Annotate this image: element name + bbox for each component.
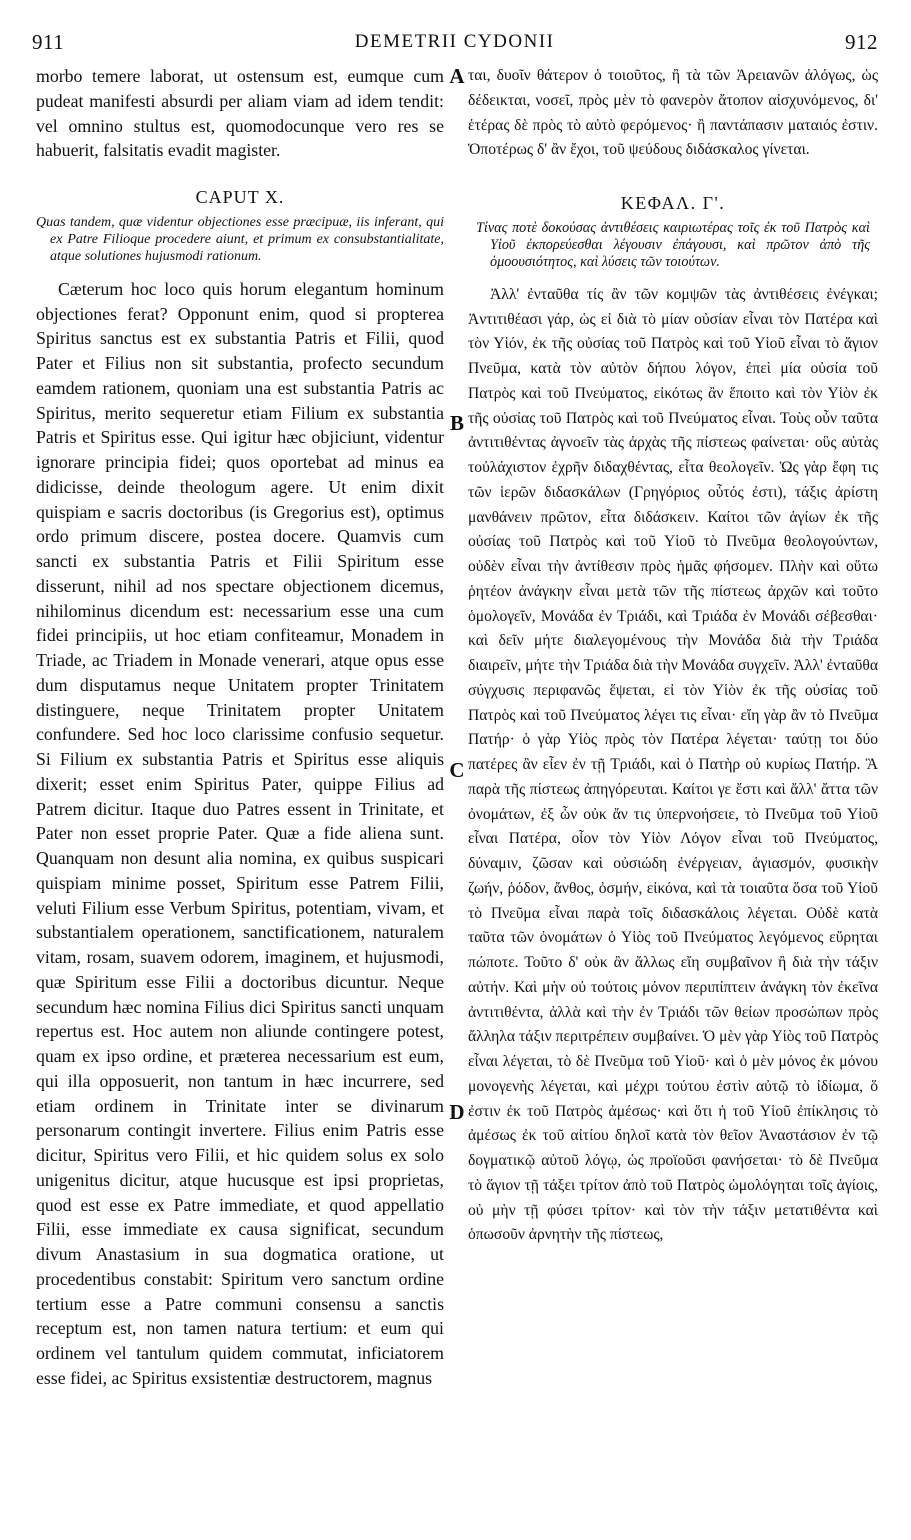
running-header	[32, 28, 878, 56]
latin-body-paragraph: Cæterum hoc loco quis horum elegantum hominum objectiones ferat? Opponunt enim, quod si propterea Spiritus sanctus est ex substantia Patris et Filii, quod Pater et Filius non sit substantia, profecto secundum eamdem rationem, quoniam una est substantia Patris ac Spiritus, merito sequeretur etiam Filium ex substantia Patris et Spiritus esse. Qui igitur hæc objiciunt, videntur ignorare principia fidei; quos oportebat ad minus ea didicisse, deinde theologum agere. Ut enim dixit quispiam e sacris doctoribus (is Gregorius est), optimus ordo primum discere, postea docere. Quamvis cum sancti ex substantia Patris et Filii Spiritum esse disserunt, nihil ad nos spectare objectionem dicemus, nihilominus dicendum est: necessarium esse una cum fidei principiis, ut hoc etiam confiteamur, Monadem in Triade, ac Triadem in Monade venerari, atque opus esse dum disputamus neque Unitatem propter Trinitatem distinguere, neque Trinitatem propter Unitatem confundere. Sed hoc loco clarissime confusio sequetur. Si Filium ex substantia Patris et Spiritus esse aliquis dixerit; esset enim Spiritus Pater, quippe Filius ad Patrem dicitur. Itaque duo Patres essent in Trinitate, et Pater non esset proprie Pater. Quæ a fide aliena sunt. Quanquam non desunt alia nomina, ex quibus suspicari quispiam minime posset, Spiritum esse Patrem Filii, veluti Filium esse Verbum Spiritus, potentiam, vivam, et substantialem operationem, sanctificationem, naturalem vitam, rosam, suavem odorem, imaginem, et hujusmodi, quæ Spiritum esse Filii a doctoribus dicuntur. Neque secundum hæc nomina Filius dici Spiritus sancti unquam repertus est. Hoc autem non aliunde contingere potest, quam ex ipso ordine, et præterea necessarium est eum, qui illa opposuerit, non tantum in hæc incurrere, sed etiam ordinem in Trinitate inter se divinarum personarum contingit invertere. Filius enim Patris esse dicitur, Spiritus vero Filii, et hic quidem solus ex solo unigenitus dicitur, atque hucusque est ipsi proprietas, quod est esse ex Patre immediate, et quod appellatio Filii, esse immediate ex causa significat, secundum divum Anastasium in sua dogmatica oratione, ut procedentibus constabit: Spiritum vero sanctum ordine tertium esse a Patre communi consensu a sanctis receptum est, non tamen natura tertium: et eum qui ordinem vel tantulum quidem commutat, inficiatorem esse fidei, ac Spiritus exsistentiæ destructorem, magnus	[36, 278, 444, 1388]
latin-chapter-heading: CAPUT X.	[195, 187, 285, 207]
greek-chapter-heading: ΚΕΦΑΛ. Γ'.	[620, 193, 726, 213]
greek-intro-paragraph: ται, δυοῖν θάτερον ὁ τοιοῦτος, ἢ τὰ τῶν Ἀρειανῶν ἀλόγως, ὡς δέδεικται, νοσεῖ, πρὸς μὲν τὸ φανερὸν ἄτοπον αἰσχυνόμενος, δι' ἑτέρας δὲ πρὸς τὸ αὐτὸ φερόμενος· ἢ παντάπασιν ματαιός ἐστιν. Ὁποτέρως δ' ἂν ἔχοι, τοῦ ψεύδους διδάσκαλος γίνεται.	[468, 67, 878, 159]
margin-marker-d: D	[449, 1100, 465, 1124]
running-title: DEMETRII CYDONII	[354, 31, 555, 52]
page-number-right: 912	[845, 29, 878, 54]
margin-marker-b: B	[449, 411, 464, 435]
greek-column	[468, 64, 878, 1524]
greek-body-paragraph: Ἀλλ' ἐνταῦθα τίς ἂν τῶν κομψῶν τὰς ἀντιθέσεις ἐνέγκαι; Ἀντιτιθέασι γάρ, ὡς εἰ διὰ τὸ μίαν οὐσίαν εἶναι τὸν Πατέρα καὶ τὸν Υἱόν, ἐκ τῆς οὐσίας τοῦ Πατρὸς καὶ τοῦ Υἱοῦ εἶναι τὸ ἅγιον Πνεῦμα, κατὰ τὸν αὐτὸν δήπου λόγον, ἐπεὶ μία οὐσία τοῦ Πατρὸς καὶ τοῦ Πνεύματος, εἰκότως ἂν ἕποιτο καὶ τὸν Υἱὸν ἐκ τῆς οὐσίας τοῦ Πατρὸς καὶ τοῦ Πνεύματος εἶναι. Τοὺς οὖν ταῦτα ἀντιτιθέντας ἀγνοεῖν τὰς ἀρχὰς τῆς πίστεως φαίνεται· οὓς αὐτὰς τοὐλάχιστον ἐχρῆν διδαχθέντας, εἶτα θεολογεῖν. Ὡς γὰρ ἔφη τις τῶν ἱερῶν διδασκάλων (Γρηγόριος οὗτός ἐστι), τάξις ἀρίστη μανθάνειν πρῶτον, εἶτα διδάσκειν. Καίτοι τῶν ἁγίων ἐκ τῆς οὐσίας τοῦ Πατρὸς καὶ τοῦ Υἱοῦ τὸ Πνεῦμα θεολογούντων, οὐδὲν εἶναι τὴν ἀντίθεσιν πρὸς ἡμᾶς φήσομεν. Πλὴν καὶ οὕτω ῥητέον ἀνάγκην εἶναι μετὰ τῶν τῆς πίστεως ἀρχῶν καὶ τοῦτο ὁμολογεῖν, Μονάδα ἐν Τριάδι, καὶ Τριάδα ἐν Μονάδι σέβεσθαι· καὶ δεῖν μήτε διαλεγομένους τὴν Μονάδα διὰ τὴν Τριάδα διαιρεῖν, μήτε τὴν Τριάδα διὰ τὴν Μονάδα συγχεῖν. Ἀλλ' ἐνταῦθα σύγχυσις περιφανῶς ἕψεται, εἰ τὸν Υἱὸν ἐκ τῆς οὐσίας τοῦ Πατρὸς καὶ τοῦ Πνεύματος λέγει τις εἶναι· εἴη γὰρ ἂν τὸ Πνεῦμα Πατήρ· ὁ γὰρ Υἱὸς πρὸς τὸν Πατέρα λέγεται· ταύτῃ τοι δύο πατέρες ἂν εἶεν ἐν τῇ Τριάδι, καὶ ὁ Πατὴρ οὐ κυρίως Πατήρ. Ἃ παρὰ τῆς πίστεως ἀπηγόρευται. Καίτοι γε ἔστι καὶ ἄλλ' ἄττα τῶν ὀνομάτων, ἐξ ὧν οὐκ ἄν τις ὑπερνοήσειε, τὸ Πνεῦμα τοῦ Υἱοῦ εἶναι Πατέρα, οἷον τὸν Υἱὸν Λόγον εἶναι τοῦ Πνεύματος, δύναμιν, ζῶσαν καὶ οὐσιώδη ἐνέργειαν, ἁγιασμόν, φυσικὴν ζωήν, ῥόδον, ἄνθος, ὀσμήν, εἰκόνα, καὶ τὰ τοιαῦτα ὅσα τοῦ Υἱοῦ τὸ Πνεῦμα εἶναι παρὰ τοῖς διδασκάλοις λέγεται. Οὐδὲ κατὰ ταῦτα τῶν ὀνομάτων ὁ Υἱὸς τοῦ Πνεύματος λεγόμενος εὕρηται πώποτε. Τοῦτο δ' οὐκ ἂν ἄλλως εἴη συμβαῖνον ἢ διὰ τὴν τάξιν αὐτήν. Καὶ μὴν οὐ τούτοις μόνον περιπίπτειν ἀνάγκη τὸν ἐκεῖνα ἀντιτιθέντα, ἀλλὰ καὶ τὴν ἐν Τριάδι τῶν θείων προσώπων πρὸς ἄλληλα τάξιν περιτρέπειν συμβαίνει. Ὁ μὲν γὰρ Υἱὸς τοῦ Πατρὸς εἶναι λέγεται, τὸ δὲ Πνεῦμα τοῦ Υἱοῦ· καὶ ὁ μὲν μόνος ἐκ μόνου μονογενὴς λέγεται, καὶ μέχρι τούτου ἐστὶν αὐτῷ τὸ ἰδίωμα, ὅ ἐστιν ἐκ τοῦ Πατρὸς ἀμέσως· καὶ ὅτι ἡ τοῦ Υἱοῦ ἐπίκλησις τὸ ἀμέσως ἐκ τοῦ αἰτίου δηλοῖ κατὰ τὸν θεῖον Ἀναστάσιον ἐν τῷ δογματικῷ αὐτοῦ λόγῳ, ὡς προϊοῦσι φανήσεται· τὸ δὲ Πνεῦμα τὸ ἅγιον τῇ τάξει τρίτον ἀπὸ τοῦ Πατρὸς ὡμολόγηται τοῖς ἁγίοις, οὐ μὴν τῇ φύσει τρίτον· καὶ τὸν τὴν τάξιν μετατιθέντα καὶ ὁπωσοῦν ἀρνητὴν τῆς πίστεως,	[468, 285, 878, 1244]
latin-intro-paragraph: morbo temere laborat, ut ostensum est, eumque cum pudeat manifesti absurdi per aliam viam ad idem tendit: vel omnino stultus est, quomodocunque vero res se habuerit, falsitatis evadit magister.	[36, 66, 444, 161]
margin-marker-c: C	[449, 758, 465, 782]
greek-chapter-summary: Τίνας ποτὲ δοκούσας ἀντιθέσεις καιριωτέρας τοῖς ἐκ τοῦ Πατρὸς καὶ Υἱοῦ ἐκπορεύεσθαι λέγουσιν ἐπάγουσι, καὶ πρῶτον ἀπὸ τῆς ὁμοουσιότητος, καὶ λύσεις τῶν τοιούτων.	[476, 219, 870, 270]
margin-marker-a: A	[449, 64, 465, 88]
page-number-left: 911	[32, 29, 65, 54]
latin-column	[36, 64, 444, 1524]
latin-chapter-summary: Quas tandem, quæ videntur objectiones esse præcipuæ, iis inferant, qui ex Patre Filioque procedere aiunt, et primum ex consubstantialitate, atque solutiones hujusmodi rationum.	[36, 214, 444, 264]
